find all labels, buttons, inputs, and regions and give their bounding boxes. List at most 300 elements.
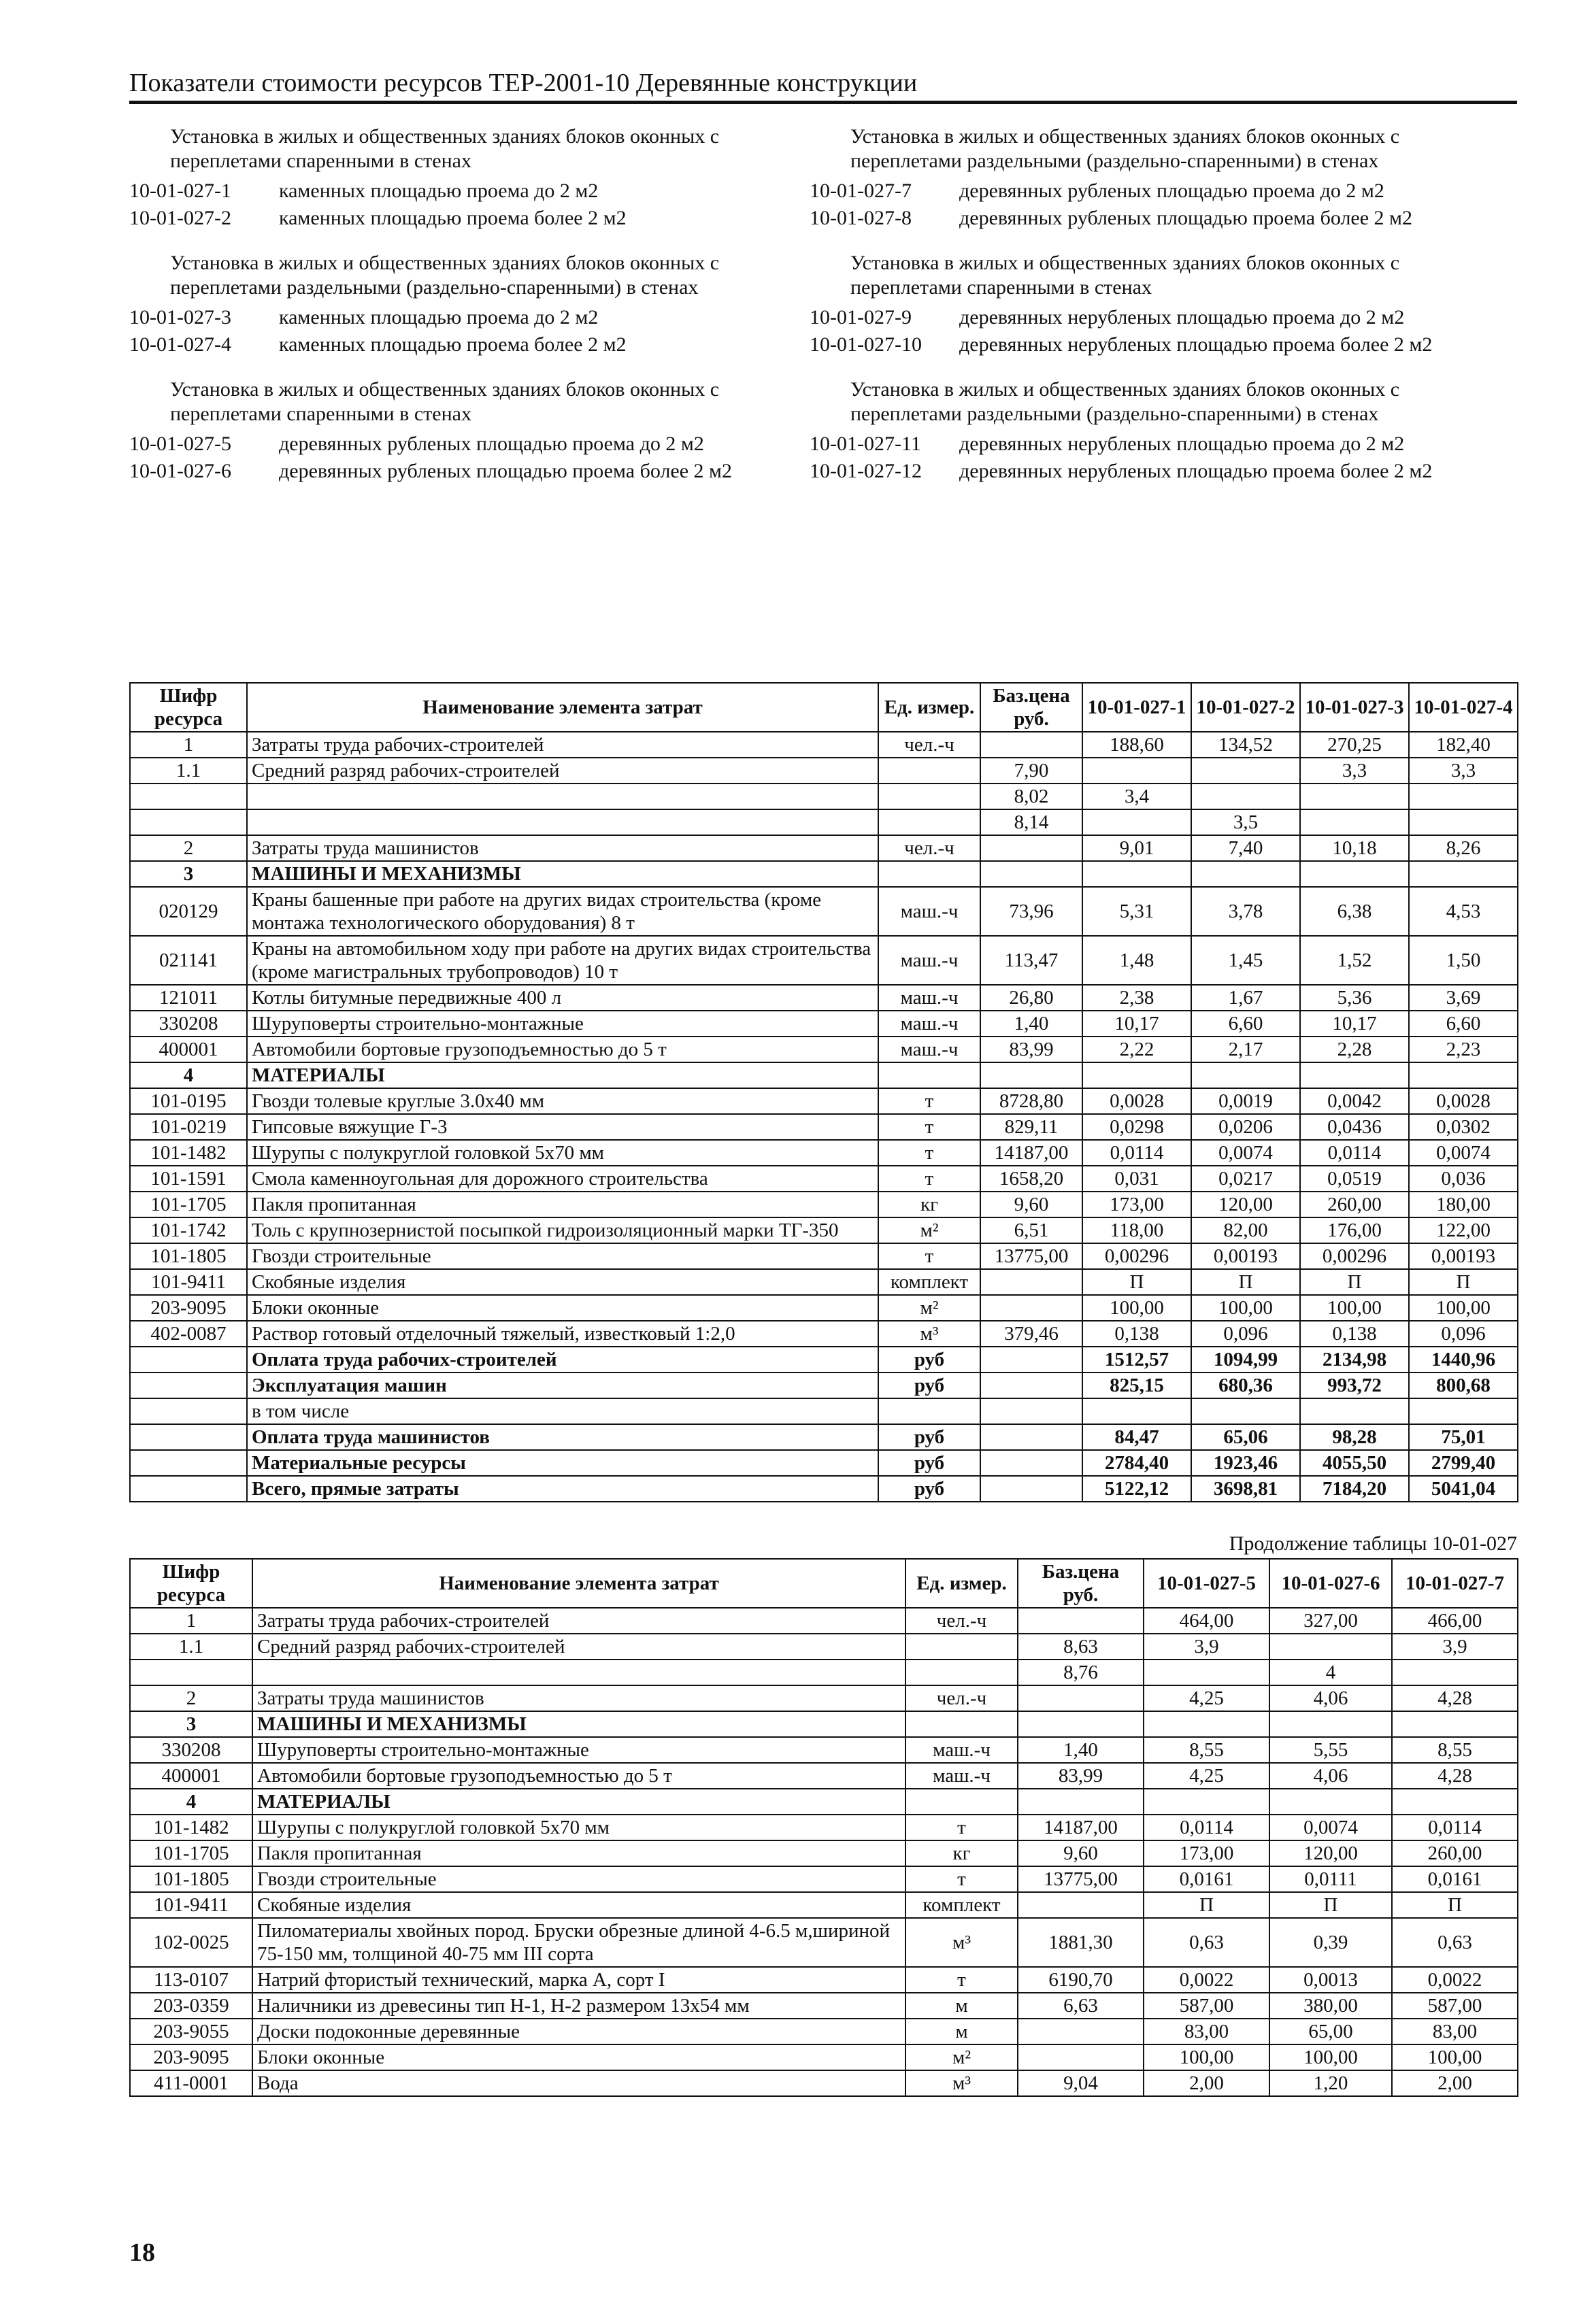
value-cell [1082, 1398, 1191, 1424]
value-cell: 1,67 [1191, 985, 1300, 1011]
resource-code-cell: 2 [130, 835, 247, 861]
resource-code-cell: 1.1 [130, 758, 247, 784]
value-cell: 680,36 [1191, 1372, 1300, 1398]
table-row [130, 1892, 1518, 1918]
item-name-cell: Затраты труда машинистов [252, 1685, 905, 1711]
value-cell: 113,47 [980, 936, 1082, 985]
table-row [130, 1763, 1518, 1789]
value-cell: т [905, 1866, 1018, 1892]
resource-code-cell: 1.1 [130, 1634, 252, 1660]
item-name-cell: Раствор готовый отделочный тяжелый, известковый 1:2,0 [247, 1321, 878, 1347]
item-name-cell: Затраты труда машинистов [247, 835, 878, 861]
entry-description: деревянных нерубленых площадью проема до 2 м2 [959, 306, 1405, 329]
entry-code: 10-01-027-1 [129, 180, 231, 202]
value-cell: 466,00 [1392, 1608, 1518, 1634]
intro-entry [129, 305, 782, 330]
value-cell: м² [905, 2044, 1018, 2070]
table-row [130, 1321, 1518, 1347]
resource-code-cell: 203-9095 [130, 1295, 247, 1321]
table-row [130, 1243, 1518, 1269]
value-cell: маш.-ч [905, 1763, 1018, 1789]
value-cell [1269, 1711, 1392, 1737]
value-cell: 0,096 [1191, 1321, 1300, 1347]
page-header: Показатели стоимости ресурсов ТЕР-2001-10 Деревянные конструкции [129, 68, 1517, 104]
value-cell: 0,63 [1144, 1918, 1269, 1967]
table-row [130, 1789, 1518, 1815]
entry-description: деревянных рубленых площадью проема до 2 м2 [279, 433, 704, 455]
value-cell: 380,00 [1269, 1993, 1392, 2019]
value-cell: 13775,00 [980, 1243, 1082, 1269]
value-cell: 180,00 [1409, 1192, 1518, 1217]
value-cell [1409, 1398, 1518, 1424]
table-row [130, 1295, 1518, 1321]
value-cell: 0,0114 [1144, 1815, 1269, 1840]
value-cell: 379,46 [980, 1321, 1082, 1347]
value-cell: 100,00 [1392, 2044, 1518, 2070]
value-cell: 100,00 [1409, 1295, 1518, 1321]
value-cell: т [905, 1967, 1018, 1993]
column-header: 10-01-027-2 [1191, 683, 1300, 732]
column-header: Наименование элемента затрат [247, 683, 878, 732]
resource-code-cell: 402-0087 [130, 1321, 247, 1347]
value-cell: м [905, 1993, 1018, 2019]
value-cell [1018, 1711, 1144, 1737]
value-cell: 8,02 [980, 784, 1082, 809]
item-name-cell: МАТЕРИАЛЫ [247, 1062, 878, 1088]
entry-code: 10-01-027-7 [810, 180, 912, 202]
value-cell: руб [878, 1347, 980, 1372]
item-name-cell: Эксплуатация машин [247, 1372, 878, 1398]
value-cell: 1881,30 [1018, 1918, 1144, 1967]
entry-code: 10-01-027-9 [810, 306, 912, 329]
value-cell: 0,0161 [1392, 1866, 1518, 1892]
value-cell: П [1300, 1269, 1409, 1295]
item-name-cell: Оплата труда машинистов [247, 1424, 878, 1450]
value-cell: 0,0111 [1269, 1866, 1392, 1892]
value-cell: 0,0519 [1300, 1166, 1409, 1192]
value-cell: 260,00 [1392, 1840, 1518, 1866]
value-cell: 173,00 [1082, 1192, 1191, 1217]
resource-code-cell: 101-1805 [130, 1243, 247, 1269]
item-name-cell: Натрий фтористый технический, марка А, сорт I [252, 1967, 905, 1993]
document-page [129, 68, 1517, 2097]
item-name-cell: Наличники из древесины тип Н-1, Н-2 размером 13х54 мм [252, 1993, 905, 2019]
table-row [130, 1192, 1518, 1217]
value-cell: 260,00 [1300, 1192, 1409, 1217]
intro-entry [129, 432, 782, 456]
value-cell: т [878, 1166, 980, 1192]
value-cell: 2,23 [1409, 1037, 1518, 1062]
value-cell [980, 1424, 1082, 1450]
entry-description: деревянных рубленых площадью проема более 2 м2 [279, 460, 733, 482]
value-cell [1018, 1789, 1144, 1815]
value-cell: 993,72 [1300, 1372, 1409, 1398]
value-cell: 8,55 [1392, 1737, 1518, 1763]
value-cell: П [1191, 1269, 1300, 1295]
table-row [130, 985, 1518, 1011]
resource-code-cell: 4 [130, 1062, 247, 1088]
value-cell: 2784,40 [1082, 1450, 1191, 1476]
intro-entry [810, 432, 1490, 456]
value-cell [1191, 1062, 1300, 1088]
value-cell: маш.-ч [878, 936, 980, 985]
value-cell: 4,06 [1269, 1685, 1392, 1711]
resource-code-cell: 101-9411 [130, 1269, 247, 1295]
value-cell: 4 [1269, 1660, 1392, 1685]
value-cell [980, 1398, 1082, 1424]
value-cell [1144, 1711, 1269, 1737]
value-cell: 0,0217 [1191, 1166, 1300, 1192]
column-header: 10-01-027-3 [1300, 683, 1409, 732]
intro-entry [810, 206, 1490, 231]
value-cell: 7,90 [980, 758, 1082, 784]
resource-code-cell: 330208 [130, 1011, 247, 1037]
resource-code-cell: 203-9055 [130, 2019, 252, 2044]
item-name-cell: Материальные ресурсы [247, 1450, 878, 1476]
value-cell: 0,0436 [1300, 1114, 1409, 1140]
value-cell: кг [878, 1192, 980, 1217]
value-cell: 7184,20 [1300, 1476, 1409, 1502]
value-cell: П [1269, 1892, 1392, 1918]
table-row [130, 1347, 1518, 1372]
value-cell: 83,00 [1144, 2019, 1269, 2044]
value-cell: 587,00 [1392, 1993, 1518, 2019]
item-name-cell: Краны башенные при работе на других видах строительства (кроме монтажа технологического оборудования) 8 т [247, 887, 878, 936]
value-cell: 1440,96 [1409, 1347, 1518, 1372]
item-name-cell: Шуруповерты строительно-монтажные [252, 1737, 905, 1763]
entry-code: 10-01-027-3 [129, 306, 231, 329]
table-row [130, 2019, 1518, 2044]
value-cell: 1658,20 [980, 1166, 1082, 1192]
value-cell: т [905, 1815, 1018, 1840]
value-cell: 0,0114 [1082, 1140, 1191, 1166]
column-header: Шифр ресурса [130, 683, 247, 732]
value-cell: 14187,00 [1018, 1815, 1144, 1840]
value-cell: 8,63 [1018, 1634, 1144, 1660]
value-cell: м³ [905, 1918, 1018, 1967]
resource-code-cell: 400001 [130, 1763, 252, 1789]
value-cell [1300, 1398, 1409, 1424]
item-name-cell [252, 1660, 905, 1685]
value-cell: т [878, 1243, 980, 1269]
value-cell: 1,50 [1409, 936, 1518, 985]
value-cell: 1094,99 [1191, 1347, 1300, 1372]
value-cell: 100,00 [1082, 1295, 1191, 1321]
value-cell [905, 1660, 1018, 1685]
value-cell: 464,00 [1144, 1608, 1269, 1634]
resource-code-cell [130, 1424, 247, 1450]
item-name-cell: Средний разряд рабочих-строителей [252, 1634, 905, 1660]
value-cell: 65,00 [1269, 2019, 1392, 2044]
value-cell: 0,00296 [1300, 1243, 1409, 1269]
item-name-cell: Вода [252, 2070, 905, 2096]
value-cell: 1,48 [1082, 936, 1191, 985]
table-row [130, 1450, 1518, 1476]
value-cell: 10,17 [1300, 1011, 1409, 1037]
value-cell: 5,36 [1300, 985, 1409, 1011]
resource-code-cell [130, 1660, 252, 1685]
value-cell: 4,25 [1144, 1763, 1269, 1789]
value-cell [980, 1295, 1082, 1321]
table-row [130, 835, 1518, 861]
value-cell [980, 861, 1082, 887]
table-row [130, 1967, 1518, 1993]
value-cell [1300, 784, 1409, 809]
value-cell: 0,63 [1392, 1918, 1518, 1967]
value-cell: 0,096 [1409, 1321, 1518, 1347]
entry-description: деревянных рубленых площадью проема более 2 м2 [959, 207, 1413, 229]
entry-description: каменных площадью проема до 2 м2 [279, 306, 599, 329]
value-cell [905, 1711, 1018, 1737]
column-header: 10-01-027-7 [1392, 1559, 1518, 1608]
spacer [129, 233, 782, 251]
intro-right-column [810, 124, 1490, 486]
resource-code-cell: 101-1805 [130, 1866, 252, 1892]
value-cell [878, 861, 980, 887]
value-cell: 100,00 [1191, 1295, 1300, 1321]
table-row [130, 1634, 1518, 1660]
entry-description: деревянных рубленых площадью проема до 2 м2 [959, 180, 1384, 202]
resource-code-cell: 1 [130, 1608, 252, 1634]
section-heading: Установка в жилых и общественных зданиях блоков оконных с переплетами спаренными в стенах [170, 378, 720, 425]
item-name-cell: Шурупы с полукруглой головкой 5х70 мм [252, 1815, 905, 1840]
item-name-cell: Скобяные изделия [247, 1269, 878, 1295]
item-name-cell: Всего, прямые затраты [247, 1476, 878, 1502]
table-row [130, 1166, 1518, 1192]
resource-code-cell: 411-0001 [130, 2070, 252, 2096]
value-cell: 6190,70 [1018, 1967, 1144, 1993]
value-cell [1082, 1062, 1191, 1088]
table-row [130, 758, 1518, 784]
value-cell: П [1144, 1892, 1269, 1918]
column-header: 10-01-027-5 [1144, 1559, 1269, 1608]
resource-code-cell: 3 [130, 1711, 252, 1737]
table-row [130, 1608, 1518, 1634]
resource-code-cell: 102-0025 [130, 1918, 252, 1967]
entry-description: каменных площадью проема более 2 м2 [279, 207, 627, 229]
value-cell: м [905, 2019, 1018, 2044]
value-cell [905, 1789, 1018, 1815]
value-cell: 0,0022 [1392, 1967, 1518, 1993]
value-cell: 825,15 [1082, 1372, 1191, 1398]
table-row [130, 809, 1518, 835]
table-row [130, 1217, 1518, 1243]
table-row [130, 1840, 1518, 1866]
value-cell: 2,22 [1082, 1037, 1191, 1062]
value-cell [1269, 1789, 1392, 1815]
value-cell: 75,01 [1409, 1424, 1518, 1450]
value-cell: 3,3 [1409, 758, 1518, 784]
table-row [130, 1140, 1518, 1166]
column-header: Баз.цена руб. [980, 683, 1082, 732]
value-cell: 1,45 [1191, 936, 1300, 985]
table-continuation-note: Продолжение таблицы 10-01-027 [1229, 1532, 1517, 1555]
value-cell [1191, 784, 1300, 809]
section-heading: Установка в жилых и общественных зданиях блоков оконных с переплетами раздельными (раздельно-спаренными) в стенах [170, 252, 720, 299]
table-row [130, 1993, 1518, 2019]
item-name-cell: Гвозди строительные [247, 1243, 878, 1269]
value-cell: 0,0206 [1191, 1114, 1300, 1140]
value-cell: кг [905, 1840, 1018, 1866]
item-name-cell: МАШИНЫ И МЕХАНИЗМЫ [247, 861, 878, 887]
value-cell [1144, 1660, 1269, 1685]
value-cell [878, 809, 980, 835]
value-cell: 0,00296 [1082, 1243, 1191, 1269]
column-header: Наименование элемента затрат [252, 1559, 905, 1608]
value-cell: 3,9 [1144, 1634, 1269, 1660]
table-row [130, 1476, 1518, 1502]
value-cell: 2,17 [1191, 1037, 1300, 1062]
value-cell [1409, 1062, 1518, 1088]
value-cell: 0,0028 [1409, 1088, 1518, 1114]
item-name-cell: Автомобили бортовые грузоподъемностью до 5 т [252, 1763, 905, 1789]
value-cell: 6,60 [1409, 1011, 1518, 1037]
item-name-cell [247, 784, 878, 809]
value-cell: чел.-ч [878, 835, 980, 861]
value-cell [1144, 1789, 1269, 1815]
value-cell: 2,38 [1082, 985, 1191, 1011]
value-cell: 100,00 [1300, 1295, 1409, 1321]
value-cell: 4,53 [1409, 887, 1518, 936]
value-cell: 188,60 [1082, 732, 1191, 758]
value-cell: маш.-ч [878, 1011, 980, 1037]
value-cell: 0,138 [1300, 1321, 1409, 1347]
value-cell: 3,4 [1082, 784, 1191, 809]
table-row [130, 1660, 1518, 1685]
value-cell: 3,78 [1191, 887, 1300, 936]
value-cell: 3,69 [1409, 985, 1518, 1011]
entry-description: деревянных нерубленых площадью проема более 2 м2 [959, 460, 1433, 482]
value-cell: 0,0302 [1409, 1114, 1518, 1140]
value-cell [1392, 1711, 1518, 1737]
table-row [130, 1918, 1518, 1967]
value-cell [1409, 809, 1518, 835]
intro-entry [810, 333, 1490, 357]
item-name-cell: Котлы битумные передвижные 400 л [247, 985, 878, 1011]
item-name-cell: в том числе [247, 1398, 878, 1424]
resource-code-cell: 020129 [130, 887, 247, 936]
value-cell [980, 1347, 1082, 1372]
value-cell: 8,76 [1018, 1660, 1144, 1685]
resource-code-cell: 1 [130, 732, 247, 758]
value-cell: П [1392, 1892, 1518, 1918]
value-cell [980, 1450, 1082, 1476]
value-cell: 8728,80 [980, 1088, 1082, 1114]
value-cell: 6,51 [980, 1217, 1082, 1243]
intro-entry [129, 179, 782, 203]
entry-description: деревянных нерубленых площадью проема более 2 м2 [959, 333, 1433, 356]
value-cell: 0,00193 [1409, 1243, 1518, 1269]
value-cell: 173,00 [1144, 1840, 1269, 1866]
table-row [130, 1062, 1518, 1088]
resource-code-cell: 203-0359 [130, 1993, 252, 2019]
value-cell: 84,47 [1082, 1424, 1191, 1450]
value-cell: 120,00 [1269, 1840, 1392, 1866]
item-name-cell: Пакля пропитанная [252, 1840, 905, 1866]
value-cell: 0,0074 [1269, 1815, 1392, 1840]
entry-code: 10-01-027-4 [129, 333, 231, 356]
table-header-row [130, 683, 1518, 732]
value-cell: 14187,00 [980, 1140, 1082, 1166]
value-cell: 0,031 [1082, 1166, 1191, 1192]
value-cell: 100,00 [1144, 2044, 1269, 2070]
item-name-cell: Толь с крупнозернистой посыпкой гидроизоляционный марки ТГ-350 [247, 1217, 878, 1243]
value-cell: 4055,50 [1300, 1450, 1409, 1476]
item-name-cell: Пакля пропитанная [247, 1192, 878, 1217]
table-row [130, 732, 1518, 758]
entry-code: 10-01-027-6 [129, 460, 231, 482]
value-cell: 65,06 [1191, 1424, 1300, 1450]
resource-code-cell: 101-1482 [130, 1815, 252, 1840]
intro-left-column [129, 124, 782, 486]
value-cell: 122,00 [1409, 1217, 1518, 1243]
table-row [130, 784, 1518, 809]
value-cell: руб [878, 1424, 980, 1450]
value-cell [1269, 1634, 1392, 1660]
value-cell: 1512,57 [1082, 1347, 1191, 1372]
intro-entry [129, 333, 782, 357]
value-cell: 0,138 [1082, 1321, 1191, 1347]
resource-code-cell: 101-0219 [130, 1114, 247, 1140]
value-cell [1191, 758, 1300, 784]
section-heading: Установка в жилых и общественных зданиях блоков оконных с переплетами раздельными (раздельно-спаренными) в стенах [850, 378, 1400, 425]
value-cell: маш.-ч [878, 985, 980, 1011]
value-cell: 800,68 [1409, 1372, 1518, 1398]
value-cell [1409, 784, 1518, 809]
section-heading: Установка в жилых и общественных зданиях блоков оконных с переплетами спаренными в стенах [850, 252, 1400, 299]
value-cell: 5,31 [1082, 887, 1191, 936]
resource-code-cell: 203-9095 [130, 2044, 252, 2070]
value-cell: 3,3 [1300, 758, 1409, 784]
item-name-cell: Пиломатериалы хвойных пород. Бруски обрезные длиной 4-6.5 м,шириной 75-150 мм, толщиной 40-75 мм III сорта [252, 1918, 905, 1967]
value-cell: 9,60 [1018, 1840, 1144, 1866]
intro-entry [129, 206, 782, 231]
value-cell: 0,0022 [1144, 1967, 1269, 1993]
value-cell [1082, 758, 1191, 784]
table-row [130, 1866, 1518, 1892]
value-cell: 2,00 [1144, 2070, 1269, 2096]
resource-code-cell: 4 [130, 1789, 252, 1815]
value-cell: чел.-ч [905, 1685, 1018, 1711]
item-name-cell: Скобяные изделия [252, 1892, 905, 1918]
value-cell: 100,00 [1269, 2044, 1392, 2070]
resource-code-cell: 101-1705 [130, 1840, 252, 1866]
value-cell [1082, 809, 1191, 835]
value-cell: 1923,46 [1191, 1450, 1300, 1476]
entry-code: 10-01-027-12 [810, 460, 922, 482]
value-cell: П [1082, 1269, 1191, 1295]
value-cell [980, 1372, 1082, 1398]
value-cell [1018, 1685, 1144, 1711]
value-cell: 0,0019 [1191, 1088, 1300, 1114]
value-cell: 10,17 [1082, 1011, 1191, 1037]
value-cell: 0,0074 [1409, 1140, 1518, 1166]
value-cell: т [878, 1088, 980, 1114]
value-cell: комплект [905, 1892, 1018, 1918]
item-name-cell: МАТЕРИАЛЫ [252, 1789, 905, 1815]
value-cell: 1,52 [1300, 936, 1409, 985]
value-cell: т [878, 1114, 980, 1140]
entry-description: каменных площадью проема до 2 м2 [279, 180, 599, 202]
value-cell: маш.-ч [878, 1037, 980, 1062]
value-cell [1018, 1892, 1144, 1918]
value-cell: 83,00 [1392, 2019, 1518, 2044]
value-cell: руб [878, 1372, 980, 1398]
value-cell: руб [878, 1450, 980, 1476]
table-row [130, 936, 1518, 985]
value-cell: м² [878, 1295, 980, 1321]
value-cell [878, 758, 980, 784]
